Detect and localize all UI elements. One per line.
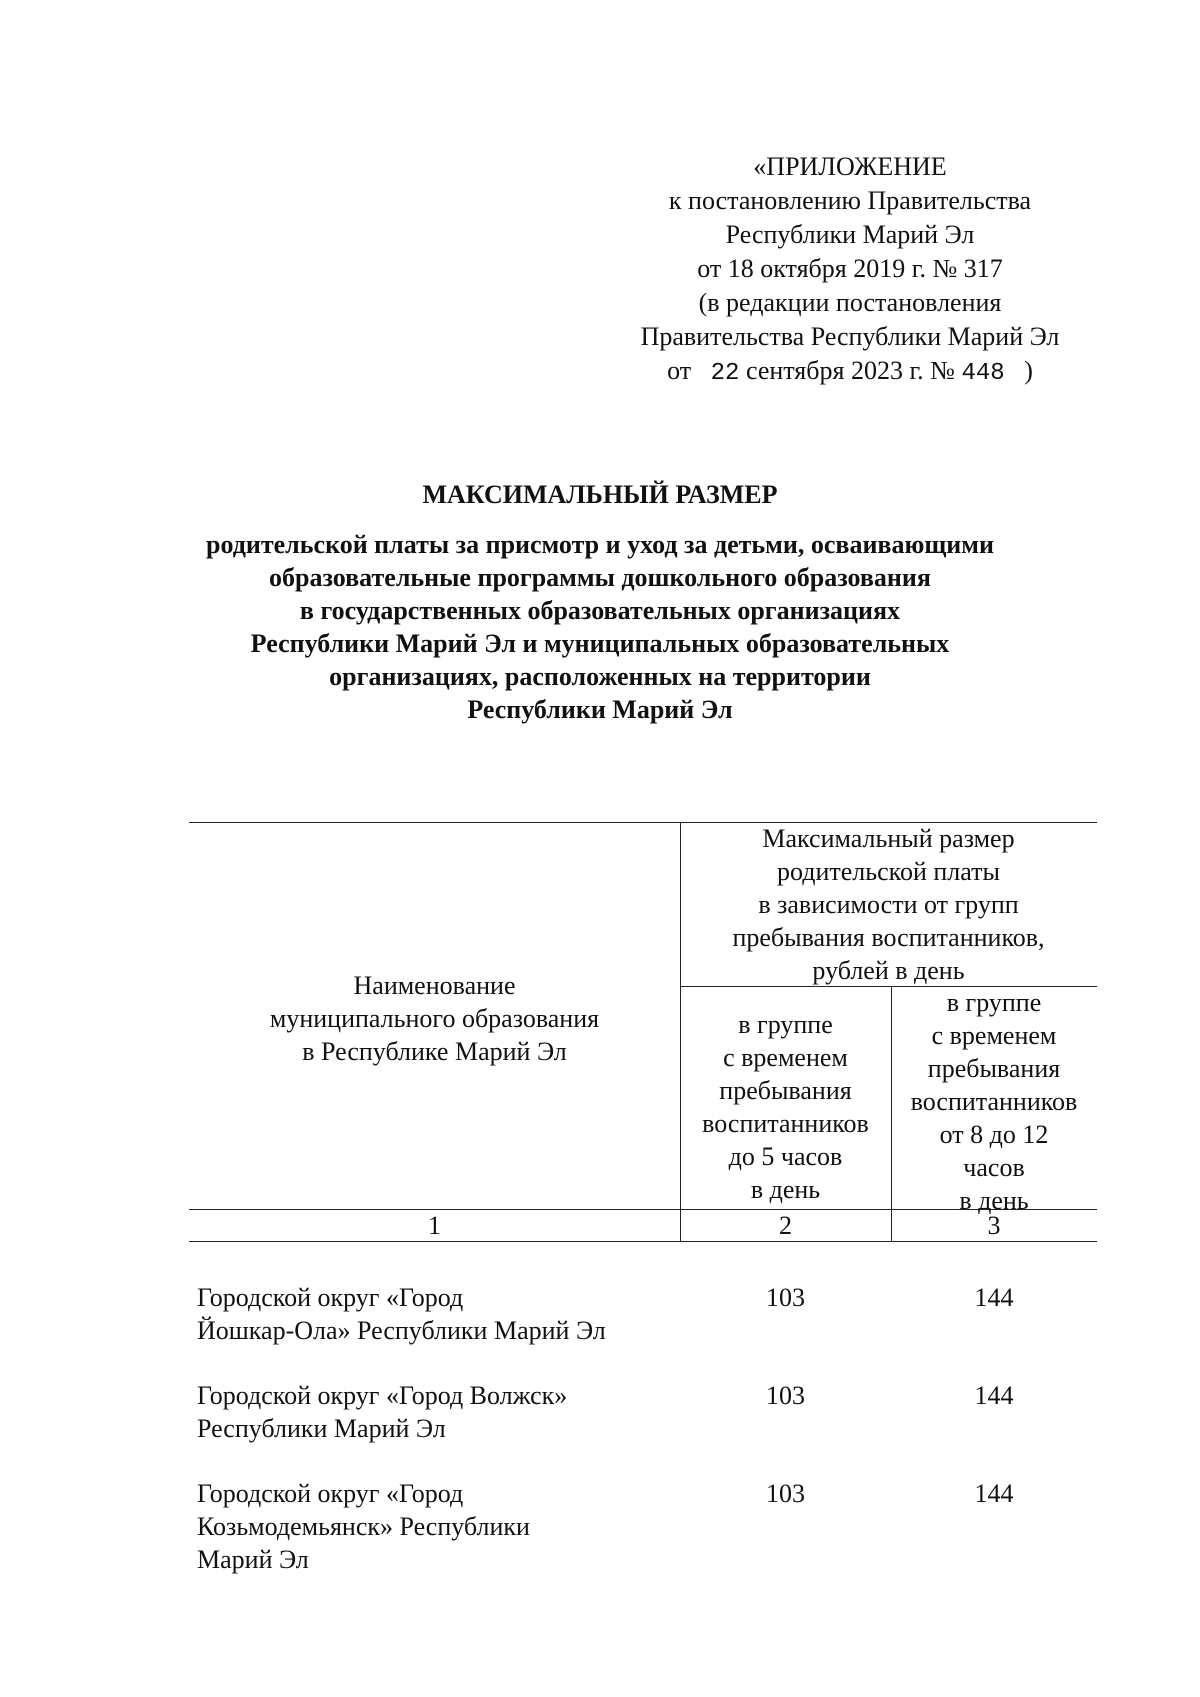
appendix-line: (в редакции постановления [698,288,1002,317]
table-row-value-12h: 144 [974,1283,1014,1312]
header-line: родительской платы [777,857,1000,886]
appendix-line: к постановлению Правительства [668,186,1032,215]
row-name-line: Городской округ «Город [197,1283,464,1312]
header-line: с временем [931,1021,1057,1050]
subtitle-line: организациях, расположенных на территории [329,662,871,691]
amendment-day: 22 [710,360,740,387]
appendix-line: «ПРИЛОЖЕНИЕ [753,152,947,181]
header-line: пребывания [719,1076,852,1105]
subtitle-line: образовательные программы дошкольного образования [269,563,931,592]
table-row-name [197,1379,677,1445]
subtitle-line: Республики Марий Эл [467,695,733,724]
amendment-date-line [600,354,1100,391]
amendment-middle: сентября 2023 г. № [745,356,955,385]
row-name-line: Городской округ «Город Волжск» [197,1381,568,1410]
table-row-value-12h: 144 [974,1381,1014,1410]
header-line: муниципального образования [269,1004,600,1033]
table-row-value-5h: 103 [766,1479,805,1508]
column-number-1: 1 [428,1211,441,1240]
header-max-fee-group [680,822,1097,987]
header-up-to-5-hours [680,1008,891,1206]
table-row-name [197,1281,677,1347]
header-line: Наименование [353,971,516,1000]
amendment-suffix: ) [1024,356,1033,385]
document-subtitle [150,528,1050,726]
header-line: Максимальный размер [762,824,1015,853]
table-row-value-12h: 144 [974,1479,1014,1508]
header-line: рублей в день [812,956,965,985]
table-row-value-5h: 103 [766,1283,805,1312]
row-name-line: Городской округ «Город [197,1479,464,1508]
table-row-value-5h: 103 [766,1381,805,1410]
header-line: в день [959,1186,1029,1215]
header-line: с временем [723,1043,848,1072]
header-line: воспитанников [702,1109,869,1138]
document-title: МАКСИМАЛЬНЫЙ РАЗМЕР [422,480,778,509]
header-line: до 5 часов [728,1142,843,1171]
appendix-block [600,150,1100,391]
column-number-2: 2 [779,1211,792,1240]
header-line: в зависимости от групп [758,890,1019,919]
column-number-3: 3 [987,1211,1001,1240]
appendix-line: Правительства Республики Марий Эл [640,322,1060,351]
header-line: в группе [738,1010,833,1039]
subtitle-line: Республики Марий Эл и муниципальных образовательных [250,629,950,658]
header-line: в Республике Марий Эл [302,1037,567,1066]
header-8-to-12-hours [891,986,1097,1217]
subtitle-line: в государственных образовательных организациях [299,596,901,625]
header-line: в день [750,1175,821,1204]
row-name-line: Марий Эл [197,1545,309,1574]
row-name-line: Йошкар-Ола» Республики Марий Эл [197,1316,606,1345]
header-municipality [189,969,680,1068]
amendment-prefix: от [667,356,692,385]
header-line: в группе [946,988,1042,1017]
appendix-line: Республики Марий Эл [725,220,975,249]
amendment-number: 448 [961,360,1005,387]
header-line: пребывания воспитанников, [732,923,1045,952]
table-row-name [197,1477,677,1576]
row-name-line: Козьмодемьянск» Республики [197,1512,530,1541]
header-line: от 8 до 12 [939,1120,1049,1149]
subtitle-line: родительской платы за присмотр и уход за детьми, осваивающими [206,530,994,559]
header-line: воспитанников [910,1087,1078,1116]
row-name-line: Республики Марий Эл [197,1414,446,1443]
header-line: часов [963,1153,1025,1182]
header-line: пребывания [927,1054,1061,1083]
appendix-line: от 18 октября 2019 г. № 317 [697,254,1003,283]
